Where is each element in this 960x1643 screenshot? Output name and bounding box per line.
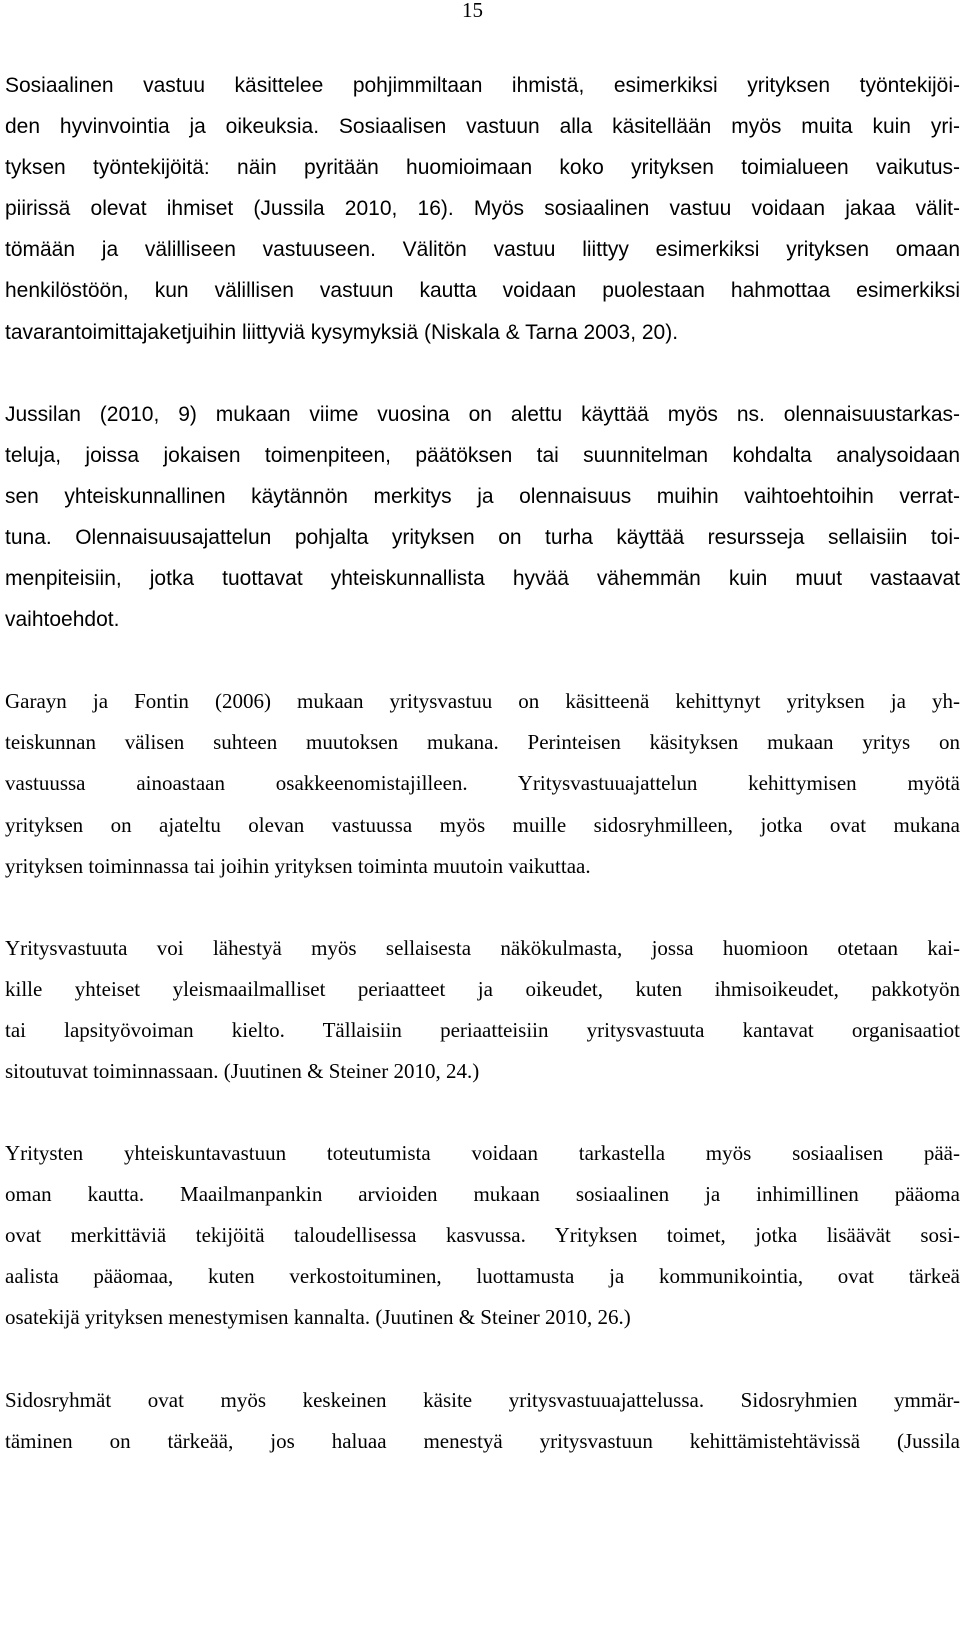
paragraph (5, 1380, 960, 1462)
text-line: yrityksen toiminnassa tai joihin yrityksen toiminta muutoin vaikuttaa. (5, 853, 591, 878)
text-line: Sosiaalinen vastuu käsittelee pohjimmiltaan ihmistä, esimerkiksi yrityksen työntekijöi- (5, 74, 960, 97)
paragraph (5, 928, 960, 1092)
text-line: osatekijä yrityksen menestymisen kannalta. (Juutinen & Steiner 2010, 26.) (5, 1305, 631, 1330)
text-line: menpiteisiin, jotka tuottavat yhteiskunnallista hyvää vähemmän kuin muut vastaavat (5, 567, 960, 591)
text-line: tömään ja välilliseen vastuuseen. Välitön vastuu liittyy esimerkiksi yrityksen omaan (5, 238, 960, 262)
text-line: tavarantoimittajaketjuihin liittyviä kysymyksiä (Niskala & Tarna 2003, 20). (5, 320, 679, 344)
text-line: henkilöstöön, kun välillisen vastuun kautta voidaan puolestaan hahmottaa esimerkiksi (5, 279, 960, 303)
text-line: aalista pääomaa, kuten verkostoituminen, luottamusta ja kommunikointia, ovat tärkeä (5, 1264, 960, 1289)
paragraph (5, 681, 960, 886)
text-line: den hyvinvointia ja oikeuksia. Sosiaalisen vastuun alla käsitellään myös muita kuin yri- (5, 115, 960, 139)
text-line: Sidosryhmät ovat myös keskeinen käsite yritysvastuuajattelussa. Sidosryhmien ymmär- (5, 1387, 960, 1412)
text-line: Yritysvastuuta voi lähestyä myös sellaisesta näkökulmasta, jossa huomioon otetaan kai- (5, 935, 960, 960)
text-line: vaihtoehdot. (5, 608, 120, 632)
text-line: piirissä olevat ihmiset (Jussila 2010, 16). Myös sosiaalinen vastuu voidaan jakaa välit- (5, 197, 960, 221)
text-line: oman kautta. Maailmanpankin arvioiden mukaan sosiaalinen ja inhimillinen pääoma (5, 1182, 960, 1207)
text-line: ovat merkittäviä tekijöitä taloudellisessa kasvussa. Yrityksen toimet, jotka lisäävät sosi- (5, 1223, 960, 1248)
text-line: teiskunnan välisen suhteen muutoksen mukana. Perinteisen käsityksen mukaan yritys on (5, 730, 960, 755)
text-line: kille yhteiset yleismaailmalliset periaatteet ja oikeudet, kuten ihmisoikeudet, pakkotyön (5, 976, 960, 1001)
text-line: tyksen työntekijöitä: näin pyritään huomioimaan koko yrityksen toimialueen vaikutus- (5, 156, 960, 180)
page-number: 15 (462, 0, 483, 22)
paragraph (5, 1133, 960, 1338)
text-line: tuna. Olennaisuusajattelun pohjalta yrityksen on turha käyttää resursseja sellaisiin toi- (5, 525, 960, 549)
text-line: Garayn ja Fontin (2006) mukaan yritysvastuu on käsitteenä kehittynyt yrityksen ja yh- (5, 689, 960, 714)
text-line: teluja, joissa jokaisen toimenpiteen, päätöksen tai suunnitelman kohdalta analysoidaan (5, 443, 960, 467)
text-line: sen yhteiskunnallinen käytännön merkitys ja olennaisuus muihin vaihtoehtoihin verrat- (5, 484, 960, 508)
text-line: sitoutuvat toiminnassaan. (Juutinen & Steiner 2010, 24.) (5, 1058, 480, 1083)
text-line: Yritysten yhteiskuntavastuun toteutumista voidaan tarkastella myös sosiaalisen pää- (5, 1141, 960, 1166)
text-line: tai lapsityövoiman kielto. Tällaisiin periaatteisiin yritysvastuuta kantavat organisaatiot (5, 1017, 960, 1042)
document-body (5, 65, 960, 1503)
text-line: yrityksen on ajateltu olevan vastuussa myös muille sidosryhmilleen, jotka ovat mukana (5, 812, 960, 837)
text-line: täminen on tärkeää, jos haluaa menestyä yritysvastuun kehittämistehtävissä (Jussila (5, 1428, 960, 1453)
paragraph (5, 394, 960, 641)
text-line: Jussilan (2010, 9) mukaan viime vuosina on alettu käyttää myös ns. olennaisuustarkas- (5, 402, 960, 426)
paragraph (5, 65, 960, 353)
text-line: vastuussa ainoastaan osakkeenomistajilleen. Yritysvastuuajattelun kehittymisen myötä (5, 771, 960, 796)
